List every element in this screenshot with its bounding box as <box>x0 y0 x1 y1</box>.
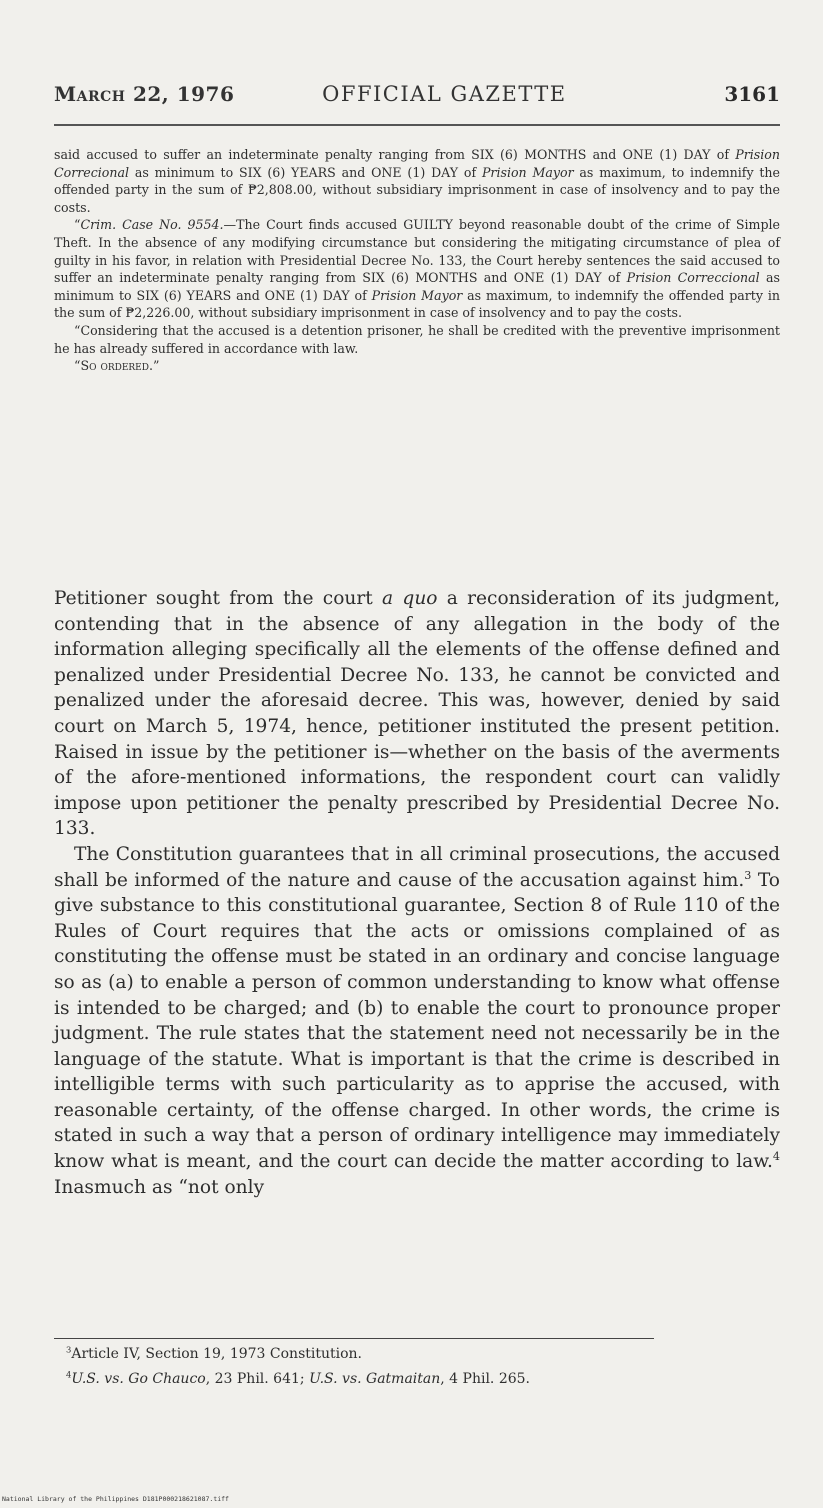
header-rule <box>54 124 780 126</box>
text-run: “ <box>74 358 81 374</box>
text-run: Petitioner sought from the court <box>54 588 383 609</box>
text-run: —The Court finds accused GUILTY beyond reasonable doubt of the crime of Simple Theft. In the absence of any modifying circumstance but considering the mitigating circumstance of plea of guilty in his favor, in relation with Presidential Decree No. 133, the Court hereby sentences the said accused to suffer an indeterminate penalty ranging from SIX (6) MONTHS and ONE (1) DAY of <box>54 217 780 286</box>
text-run: Article IV, Section 19, 1973 Constitution. <box>71 1346 362 1362</box>
text-run: U.S. vs. Gatmaitan <box>309 1371 441 1387</box>
footnote <box>54 1342 780 1367</box>
header-title: OFFICIAL GAZETTE <box>322 82 567 106</box>
text-run: Crim. Case No. 9554. <box>80 217 224 233</box>
text-run: as maximum, to indemnify the offended party in the sum of ₱2,226.00, without subsidiary imprisonment in case of insolvency and to pay the costs. <box>54 287 780 321</box>
quoted-paragraph <box>54 146 780 216</box>
text-run: To give substance to this constitutional guarantee, Section 8 of Rule 110 of the Rules of Court requires that the acts or omissions complained of as constituting the offense must be stated in an ordinary and concise language so as (a) to enable a person of common understanding to know what offense is intended to be charged; and (b) to enable the court to pronounce proper judgment. The rule states that the statement need not necessarily be in the language of the statute. What is important is that the crime is described in intelligible terms with such particularity as to apprise the accused, with reasonable certainty, of the offense charged. In other words, the crime is stated in such a way that a person of ordinary intelligence may immediately know what is meant, and the court can decide the matter according to law. <box>54 869 780 1173</box>
footnote-rule <box>54 1338 654 1339</box>
footnote-marker: 4 <box>66 1369 72 1380</box>
footnotes <box>54 1342 780 1392</box>
body-text <box>54 586 780 1200</box>
text-run: a quo <box>382 588 438 609</box>
text-run: as minimum to SIX (6) YEARS and ONE (1) DAY of <box>54 270 780 303</box>
text-run: as minimum to SIX (6) YEARS and ONE (1) DAY of <box>129 164 482 180</box>
page-header <box>54 82 780 118</box>
text-run: Inasmuch as “not only <box>54 1176 265 1198</box>
footnote-marker: 4 <box>772 1149 780 1163</box>
quoted-decision <box>54 146 780 375</box>
text-run: , 23 Phil. 641; <box>205 1371 310 1387</box>
quoted-paragraph <box>54 216 780 322</box>
text-run: , 4 Phil. 265. <box>440 1371 531 1387</box>
footnote-marker: 3 <box>744 868 752 882</box>
text-run: Prision Mayor <box>371 287 463 303</box>
text-run: Prision Mayor <box>481 164 574 180</box>
text-run: as maximum, to indemnify the offended party in the sum of ₱2,808.00, without subsidiary imprisonment in case of insolvency and to pay the costs. <box>54 164 780 215</box>
header-date: March 22, 1976 <box>54 82 235 106</box>
text-run: “Considering that the accused is a detention prisoner, he shall be credited with the preventive imprisonment he has already suffered in accordance with law. <box>54 322 780 356</box>
text-run: “ <box>74 217 81 233</box>
text-run: Prision Correcional <box>54 147 780 180</box>
quoted-paragraph <box>54 357 780 375</box>
quoted-paragraph <box>54 322 780 357</box>
body-paragraph <box>54 586 780 842</box>
footnote-marker: 3 <box>66 1344 72 1355</box>
text-run: Prision Correccional <box>626 270 760 286</box>
text-run: said accused to suffer an indeterminate penalty ranging from SIX (6) MONTHS and ONE (1) DAY of <box>54 147 736 162</box>
text-run: U.S. vs. Go Chauco <box>71 1371 206 1387</box>
header-page-number: 3161 <box>724 82 780 106</box>
scan-source-footer: National Library of the Philippines D181P000218621087.tiff <box>2 1495 229 1503</box>
text-run: The Constitution guarantees that in all criminal prosecutions, the accused shall be informed of the nature and cause of the accusation against him. <box>54 843 780 891</box>
text-run: ” <box>152 358 160 374</box>
body-paragraph <box>54 842 780 1200</box>
footnote <box>54 1367 780 1392</box>
text-run: a reconsideration of its judgment, contending that in the absence of any allegation in the body of the information alleging specifically all the elements of the offense defined and penalized under Presidential Decree No. 133, he cannot be convicted and penalized under the aforesaid decree. This was, however, denied by said court on March 5, 1974, hence, petitioner instituted the present petition. Raised in issue by the petitioner is—whether on the basis of the averments of the afore-mentioned informations, the respondent court can validly impose upon petitioner the penalty prescribed by Presidential Decree No. 133. <box>54 588 780 840</box>
text-run: So ordered. <box>80 358 153 374</box>
